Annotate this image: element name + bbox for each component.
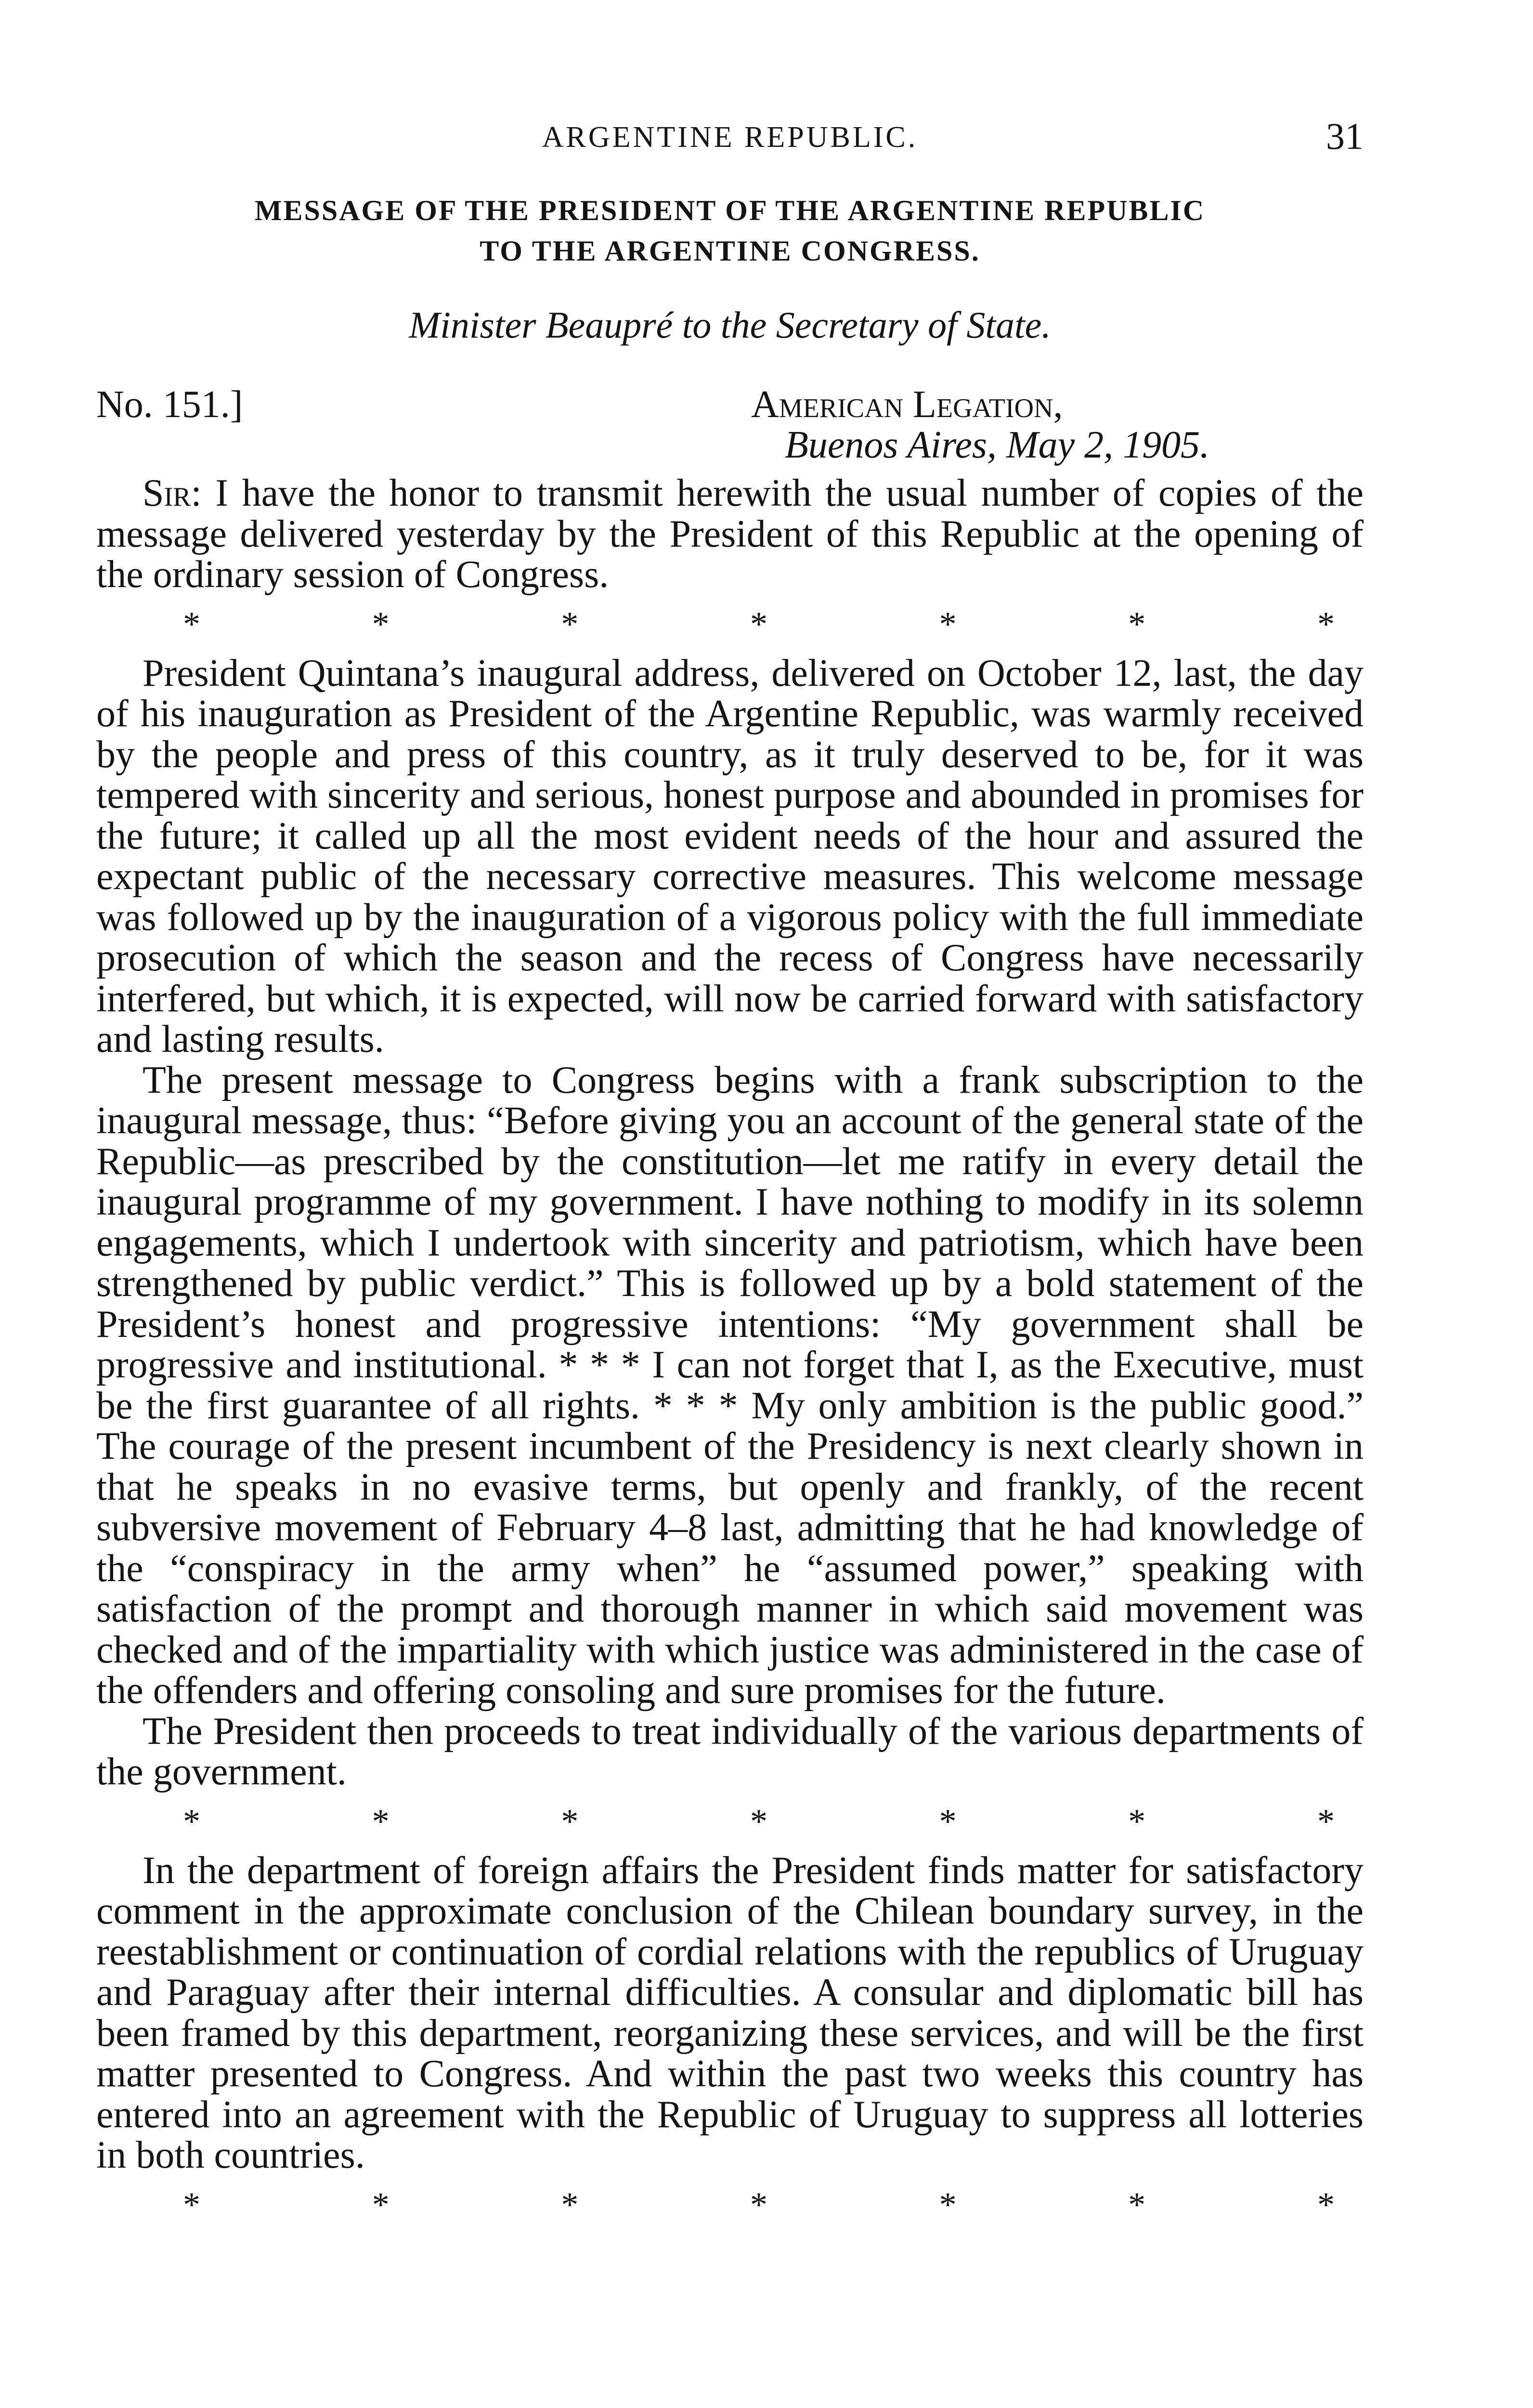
ellipsis-star: * [183, 1802, 200, 1841]
ellipsis-star: * [372, 604, 390, 643]
paragraph-2: President Quintana’s inaugural address, delivered on October 12, last, the day of his inauguration as President of the Argentine Republic, was warmly received by the people and press of this country, as it truly deserved to be, for it was tempered with sincerity and serious, honest purpose and abounded in promises for the future; it called up all the most evident needs of the hour and assured the expectant public of the necessary corrective measures. This welcome message was followed up by the inauguration of a vigorous policy with the full immediate prosecution of which the season and the recess of Congress have necessarily interfered, but which, it is expected, will now be carried forward with satisfactory and lasting results. [96, 652, 1364, 1060]
ellipsis-star: * [561, 604, 579, 643]
ellipsis-star: * [1128, 604, 1146, 643]
ellipsis-star: * [1317, 1802, 1335, 1841]
ellipsis-star: * [1128, 1802, 1146, 1841]
despatch-number: No. 151.] [96, 383, 243, 426]
paragraph-4: The President then proceeds to treat individually of the various departments of the government. [96, 1710, 1364, 1793]
ellipsis-star: * [750, 2185, 767, 2224]
page-number: 31 [1326, 115, 1364, 157]
heading-line-1: MESSAGE OF THE PRESIDENT OF THE ARGENTINE REPUBLIC [254, 195, 1206, 226]
document-heading [96, 190, 1364, 271]
running-header [96, 115, 1364, 157]
ellipsis-star: * [372, 1802, 390, 1841]
ellipsis-star: * [561, 2185, 579, 2224]
ellipsis-star: * [750, 604, 767, 643]
ellipsis-star: * [183, 2185, 200, 2224]
ellipsis-star: * [750, 1802, 767, 1841]
ellipsis-row-3 [96, 2176, 1364, 2234]
despatch-header [96, 383, 1364, 470]
paragraph-3: The present message to Congress begins with a frank subscription to the inaugural message, thus: “Before giving you an account of the general state of the Republic—as prescribed by the constitution—let me ratify in every detail the inaugural programme of my government. I have nothing to modify in its solemn engagements, which I undertook with sincerity and patriotism, which have been strengthened by public verdict.” This is followed up by a bold statement of the President’s honest and progressive intentions: “My government shall be progressive and institutional. * * * I can not forget that I, as the Executive, must be the first guarantee of all rights. * * * My only ambition is the public good.” The courage of the present incumbent of the Presidency is next clearly shown in that he speaks in no evasive terms, but openly and frankly, of the recent subversive movement of February 4–8 last, admitting that he had knowledge of the “conspiracy in the army when” he “assumed power,” speaking with satisfaction of the prompt and thorough manner in which said movement was checked and of the impartiality with which justice was administered in the case of the offenders and offering consoling and sure promises for the future. [96, 1059, 1364, 1712]
salutation: Sir: [143, 472, 202, 514]
ellipsis-star: * [1128, 2185, 1146, 2224]
body-text [96, 473, 1364, 2234]
ellipsis-star: * [939, 2185, 957, 2224]
paragraph-1 [96, 473, 1364, 595]
ellipsis-star: * [183, 604, 200, 643]
heading-line-2: TO THE ARGENTINE CONGRESS. [480, 235, 980, 267]
legation-name: American Legation, [751, 383, 1063, 426]
ellipsis-star: * [1317, 2185, 1335, 2224]
paragraph-1-text: I have the honor to transmit herewith the usual number of copies of the message delivered yesterday by the President of this Republic at the opening of the ordinary session of Congress. [96, 472, 1364, 596]
ellipsis-row-1 [96, 595, 1364, 653]
ellipsis-star: * [561, 1802, 579, 1841]
ellipsis-row-2 [96, 1793, 1364, 1850]
ellipsis-star: * [1317, 604, 1335, 643]
paragraph-5: In the department of foreign affairs the President finds matter for satisfactory comment in the approximate conclusion of the Chilean boundary survey, in the reestablishment or continuation of cordial relations with the republics of Uruguay and Paraguay after their internal difficulties. A consular and diplomatic bill has been framed by this department, reorganizing these services, and will be the first matter presented to Congress. And within the past two weeks this country has entered into an agreement with the Republic of Uruguay to suppress all lotteries in both countries. [96, 1849, 1364, 2176]
ellipsis-star: * [372, 2185, 390, 2224]
ellipsis-star: * [939, 1802, 957, 1841]
dateline: Buenos Aires, May 2, 1905. [785, 424, 1210, 466]
running-title: ARGENTINE REPUBLIC. [542, 121, 918, 154]
subheading: Minister Beaupré to the Secretary of State. [409, 304, 1051, 346]
ellipsis-star: * [939, 604, 957, 643]
